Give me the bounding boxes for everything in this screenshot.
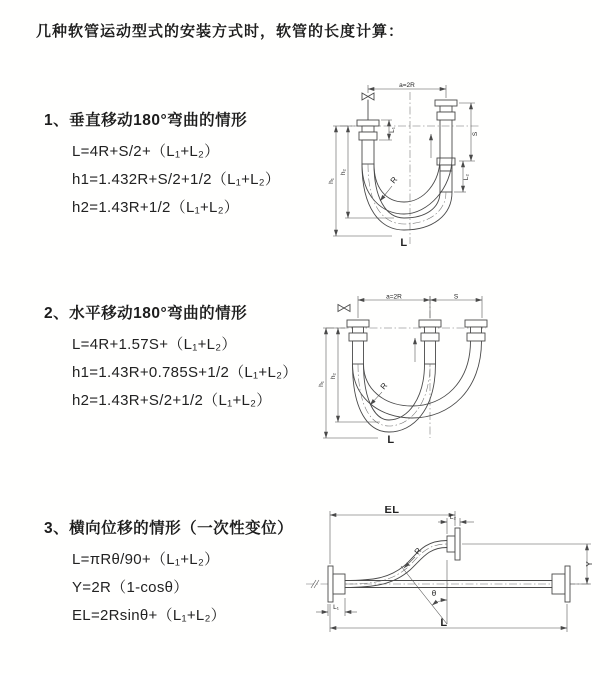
formula-line: h2=1.43R+S/2+1/2（L₁+L₂） (72, 392, 272, 409)
dim-label-s: S (453, 293, 459, 301)
dim-label-radius: R (412, 546, 424, 557)
formula-line: h1=1.432R+S/2+1/2（L₁+L₂） (72, 171, 281, 188)
braided-hose-section (362, 140, 374, 164)
section-2-formulas (72, 331, 298, 415)
dimension-l2 (454, 161, 470, 192)
dimension-h1 (328, 126, 392, 236)
dim-label-length: L (387, 434, 395, 444)
dim-label-l1: L₁ (389, 127, 396, 133)
centerlines (326, 293, 486, 438)
dimension-a2r (368, 82, 446, 98)
diagram-lateral-displacement (304, 506, 594, 636)
flange-left (328, 566, 345, 602)
dimension-l1 (316, 598, 357, 616)
section-1-formulas (72, 138, 280, 222)
braided-hose-section (425, 341, 436, 364)
dim-label-a2r: a=2R (386, 293, 402, 301)
hose-curves (362, 158, 452, 230)
diagram-vertical-bend (328, 80, 488, 248)
valve-icon (362, 93, 374, 120)
flange-fitting-right-upper (435, 100, 457, 158)
section-2-heading: 2、水平移动180°弯曲的情形 (44, 305, 248, 322)
dimension-y (462, 544, 594, 584)
formula-line: Y=2R（1-cosθ） (72, 579, 189, 596)
formula-line: L=4R+S/2+（L₁+L₂） (72, 143, 220, 160)
flange-fitting-middle (419, 320, 441, 364)
dim-label-l1: L₁ (333, 604, 339, 611)
dimension-l1 (379, 120, 396, 140)
section-3 (44, 516, 293, 630)
dim-label-h2: h₂ (340, 168, 347, 176)
dimension-stroke-s (459, 103, 479, 161)
dim-label-h1: h₁ (328, 178, 335, 184)
diagram-horizontal-bend (318, 292, 488, 444)
dim-label-radius: R (378, 381, 390, 392)
dim-label-el: EL (384, 506, 400, 516)
page-title: 几种软管运动型式的安装方式时，软管的长度计算： (36, 23, 405, 40)
section-3-heading: 3、横向位移的情形（一次性变位） (44, 520, 294, 537)
dimension-el (330, 506, 455, 564)
radius-callout (370, 381, 389, 405)
section-3-formulas (72, 546, 293, 630)
dim-label-l2: L₂ (463, 173, 470, 181)
formula-line: L=πRθ/90+（L₁+L₂） (72, 551, 220, 568)
valve-icon (338, 305, 350, 312)
dim-label-h1: h₁ (318, 381, 325, 387)
dim-label-length: L (400, 237, 408, 248)
dim-label-h2: h₂ (330, 372, 337, 380)
angle-construction (401, 560, 447, 624)
section-2 (44, 301, 298, 415)
flange-fitting-right (465, 320, 487, 341)
flange-fitting-left (347, 320, 369, 364)
dimension-a2r (358, 294, 482, 319)
flange-upper (447, 528, 460, 560)
section-1 (44, 108, 280, 222)
formula-line: L=4R+1.57S+（L₁+L₂） (72, 336, 237, 353)
dim-label-s: S (472, 131, 479, 137)
flange-right (552, 566, 570, 602)
dimension-stroke-s (430, 294, 482, 301)
centerlines (340, 92, 480, 244)
dim-label-a2r: a=2R (399, 82, 415, 89)
dim-label-length: L (440, 617, 448, 629)
dim-label-y: Y (585, 561, 594, 567)
dim-label-radius: R (388, 175, 400, 186)
formula-line: h1=1.43R+0.785S+1/2（L₁+L₂） (72, 364, 298, 381)
braided-hose-section (353, 341, 364, 364)
dimension-h1 (318, 328, 378, 438)
dim-label-theta: θ (431, 589, 437, 598)
formula-line: h2=1.43R+1/2（L₁+L₂） (72, 199, 240, 216)
formula-line: EL=2Rsinθ+（L₁+L₂） (72, 607, 226, 624)
hose-curves (353, 341, 482, 432)
section-1-heading: 1、垂直移动180°弯曲的情形 (44, 112, 248, 129)
dim-label-l2: L₂ (449, 514, 457, 521)
radius-callout (380, 175, 399, 201)
dimension-length (330, 604, 567, 632)
flange-fitting-left (357, 120, 379, 164)
